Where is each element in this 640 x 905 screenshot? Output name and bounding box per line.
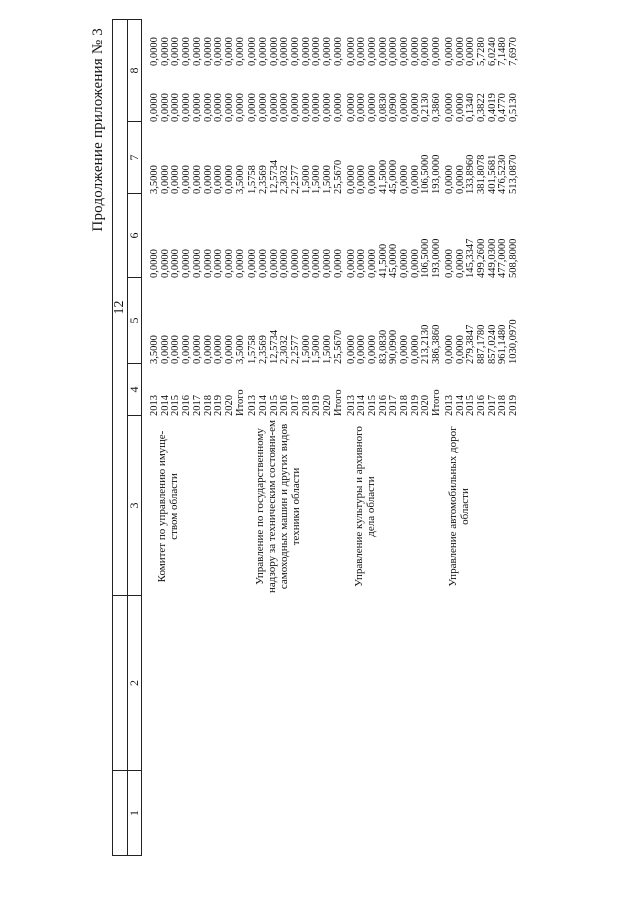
year-cell: 2014 (257, 395, 269, 416)
value-cell-5: 106,5000 (420, 238, 432, 278)
value-cell-8: 0,0000 (420, 37, 432, 66)
value-cell-7: 0,3860 (431, 93, 443, 122)
value-cell-6: 133,8960 (465, 154, 477, 194)
value-cell-5: 0,0000 (181, 249, 193, 278)
value-cell-5: 41,5000 (377, 243, 389, 278)
year-cell: 2017 (191, 395, 203, 416)
value-cell-5: 0,0000 (279, 249, 291, 278)
value-cell-5: 0,0000 (409, 249, 421, 278)
value-cell-5: 0,0000 (159, 249, 171, 278)
value-cell-4: 0,0000 (356, 335, 368, 364)
value-cell-7: 0,0000 (399, 93, 411, 122)
value-cell-6: 0,0000 (223, 165, 235, 194)
value-cell-6: 0,0000 (202, 165, 214, 194)
year-cell: 2017 (388, 395, 400, 416)
year-cell: Итого (234, 389, 246, 416)
value-cell-7: 0,0000 (454, 93, 466, 122)
year-cell: 2016 (279, 395, 291, 416)
value-cell-6: 106,5000 (420, 154, 432, 194)
value-cell-6: 0,0000 (170, 165, 182, 194)
table-row (280, 20, 291, 856)
table-row (248, 20, 259, 856)
value-cell-7: 0,0000 (409, 93, 421, 122)
table-row (347, 20, 358, 856)
value-cell-6: 513,0870 (508, 154, 520, 194)
value-cell-6: 1,5000 (311, 165, 323, 194)
table-body (150, 20, 530, 856)
column-number-4: 4 (127, 364, 142, 416)
value-cell-5: 0,0000 (268, 249, 280, 278)
value-cell-8: 0,0000 (234, 37, 246, 66)
value-cell-5: 0,0000 (366, 249, 378, 278)
table-row (259, 20, 270, 856)
value-cell-5: 449,0300 (486, 238, 498, 278)
table-row (445, 20, 456, 856)
value-cell-8: 0,0000 (399, 37, 411, 66)
year-cell: 2018 (300, 395, 312, 416)
organization-name: Управление по государственному надзору за техническим состояни-ем самоходных машин и других видов техники области (254, 419, 303, 594)
organization-name: Управление культуры и архивного дела области (352, 426, 377, 587)
value-cell-7: 0,0000 (213, 93, 225, 122)
value-cell-5: 499,2600 (475, 238, 487, 278)
value-cell-6: 41,5000 (377, 159, 389, 194)
year-cell: 2014 (356, 395, 368, 416)
value-cell-6: 3,5000 (149, 165, 160, 194)
table-row (432, 20, 443, 856)
value-cell-7: 0,0000 (170, 93, 182, 122)
table-row (193, 20, 204, 856)
value-cell-6: 1,5000 (322, 165, 334, 194)
value-cell-7: 0,0000 (247, 93, 259, 122)
value-cell-6: 0,0000 (409, 165, 421, 194)
value-cell-4: 3,5000 (149, 335, 160, 364)
table-row (368, 20, 379, 856)
year-cell: 2013 (149, 395, 160, 416)
year-cell: 2014 (159, 395, 171, 416)
value-cell-7: 0,0900 (388, 93, 400, 122)
value-cell-8: 6,0240 (486, 37, 498, 66)
value-cell-6: 2,2577 (290, 165, 302, 194)
table-row (456, 20, 467, 856)
value-cell-7: 0,0000 (202, 93, 214, 122)
value-cell-4: 0,0000 (345, 335, 357, 364)
value-cell-8: 0,0000 (322, 37, 334, 66)
value-cell-6: 1,5000 (300, 165, 312, 194)
value-cell-8: 0,0000 (300, 37, 312, 66)
value-cell-8: 0,0000 (409, 37, 421, 66)
value-cell-7: 0,0000 (322, 93, 334, 122)
value-cell-6: 45,0000 (388, 159, 400, 194)
value-cell-4: 857,0240 (486, 324, 498, 364)
value-cell-5: 0,0000 (191, 249, 203, 278)
value-cell-8: 0,0000 (356, 37, 368, 66)
value-cell-8: 0,0000 (311, 37, 323, 66)
value-cell-7: 0,3822 (475, 93, 487, 122)
column-number-3: 3 (127, 416, 142, 596)
column-header-grid (112, 19, 142, 856)
value-cell-6: 0,0000 (443, 165, 455, 194)
value-cell-8: 0,0000 (159, 37, 171, 66)
value-cell-8: 0,0000 (191, 37, 203, 66)
year-cell: 2016 (181, 395, 193, 416)
year-cell: 2017 (486, 395, 498, 416)
table-row (161, 20, 172, 856)
table-row (323, 20, 334, 856)
value-cell-5: 45,0000 (388, 243, 400, 278)
value-cell-8: 0,0000 (377, 37, 389, 66)
value-cell-8: 0,0000 (223, 37, 235, 66)
year-cell: 2014 (454, 395, 466, 416)
value-cell-6: 1,5758 (247, 165, 259, 194)
year-cell: 2015 (465, 395, 477, 416)
year-cell: 2018 (202, 395, 214, 416)
value-cell-8: 0,0000 (366, 37, 378, 66)
value-cell-6: 25,5670 (332, 159, 344, 194)
value-cell-6: 0,0000 (356, 165, 368, 194)
value-cell-8: 0,0000 (388, 37, 400, 66)
table-row (357, 20, 368, 856)
value-cell-8: 0,0000 (268, 37, 280, 66)
value-cell-4: 12,5734 (268, 329, 280, 364)
year-cell: 2013 (247, 395, 259, 416)
table-row (291, 20, 302, 856)
table-row (466, 20, 477, 856)
value-cell-8: 7,1480 (497, 37, 509, 66)
value-cell-4: 0,0000 (170, 335, 182, 364)
value-cell-5: 0,0000 (170, 249, 182, 278)
value-cell-7: 0,0000 (443, 93, 455, 122)
table-row (236, 20, 247, 856)
value-cell-4: 0,0000 (454, 335, 466, 364)
table-row (312, 20, 323, 856)
value-cell-8: 0,0000 (279, 37, 291, 66)
table-row (204, 20, 215, 856)
value-cell-6: 0,0000 (454, 165, 466, 194)
value-cell-4: 0,0000 (443, 335, 455, 364)
value-cell-4: 83,0830 (377, 329, 389, 364)
table-row (421, 20, 432, 856)
column-number-6: 6 (127, 194, 142, 278)
table-row (389, 20, 400, 856)
value-cell-4: 0,0000 (159, 335, 171, 364)
value-cell-5: 0,0000 (223, 249, 235, 278)
value-cell-4: 279,3847 (465, 324, 477, 364)
table-row (400, 20, 411, 856)
table-row (334, 20, 345, 856)
value-cell-5: 508,8000 (508, 238, 520, 278)
value-cell-7: 0,0000 (149, 93, 160, 122)
year-cell: 2018 (497, 395, 509, 416)
value-cell-6: 381,8078 (475, 154, 487, 194)
table-row (509, 20, 520, 856)
value-cell-8: 0,0000 (443, 37, 455, 66)
value-cell-7: 0,0000 (279, 93, 291, 122)
value-cell-5: 145,3347 (465, 238, 477, 278)
year-cell: 2020 (322, 395, 334, 416)
value-cell-5: 0,0000 (356, 249, 368, 278)
value-cell-6: 2,3032 (279, 165, 291, 194)
value-cell-8: 0,0000 (431, 37, 443, 66)
value-cell-4: 0,0000 (366, 335, 378, 364)
value-cell-7: 0,2130 (420, 93, 432, 122)
value-cell-4: 0,0000 (191, 335, 203, 364)
value-cell-6: 0,0000 (159, 165, 171, 194)
value-cell-4: 0,0000 (181, 335, 193, 364)
value-cell-5: 0,0000 (300, 249, 312, 278)
value-cell-8: 0,0000 (332, 37, 344, 66)
value-cell-7: 0,0000 (191, 93, 203, 122)
value-cell-7: 0,4019 (486, 93, 498, 122)
table-row (225, 20, 236, 856)
year-cell: 2016 (377, 395, 389, 416)
value-cell-5: 0,0000 (234, 249, 246, 278)
value-cell-8: 0,0000 (247, 37, 259, 66)
table-row (498, 20, 509, 856)
landscape-sheet (90, 20, 530, 856)
value-cell-7: 0,0000 (366, 93, 378, 122)
table-row (214, 20, 225, 856)
year-cell: 2019 (213, 395, 225, 416)
value-cell-4: 1,5000 (322, 335, 334, 364)
value-cell-7: 0,0000 (257, 93, 269, 122)
value-cell-4: 2,2577 (290, 335, 302, 364)
value-cell-6: 3,5000 (234, 165, 246, 194)
value-cell-7: 0,0000 (356, 93, 368, 122)
value-cell-8: 0,0000 (454, 37, 466, 66)
value-cell-7: 0,5130 (508, 93, 520, 122)
header-blank-cell (113, 596, 128, 771)
value-cell-5: 193,0000 (431, 238, 443, 278)
year-cell: 2016 (475, 395, 487, 416)
value-cell-6: 476,5230 (497, 154, 509, 194)
value-cell-4: 0,0000 (409, 335, 421, 364)
value-cell-6: 12,5734 (268, 159, 280, 194)
year-cell: Итого (431, 389, 443, 416)
value-cell-4: 0,0000 (399, 335, 411, 364)
table-row (477, 20, 488, 856)
value-cell-7: 0,0830 (377, 93, 389, 122)
value-cell-8: 0,0000 (465, 37, 477, 66)
table-row (302, 20, 313, 856)
table-row (379, 20, 390, 856)
value-cell-5: 0,0000 (202, 249, 214, 278)
value-cell-5: 0,0000 (311, 249, 323, 278)
column-number-7: 7 (127, 122, 142, 194)
value-cell-7: 0,0000 (345, 93, 357, 122)
value-cell-7: 0,1340 (465, 93, 477, 122)
value-cell-4: 0,0000 (213, 335, 225, 364)
value-cell-5: 0,0000 (290, 249, 302, 278)
value-cell-5: 477,0000 (497, 238, 509, 278)
value-cell-7: 0,0000 (300, 93, 312, 122)
year-cell: 2015 (170, 395, 182, 416)
table-row (270, 20, 281, 856)
value-cell-5: 0,0000 (257, 249, 269, 278)
value-cell-5: 0,0000 (399, 249, 411, 278)
column-number-5: 5 (127, 278, 142, 364)
value-cell-7: 0,0000 (234, 93, 246, 122)
table-row (488, 20, 499, 856)
year-cell: 2019 (311, 395, 323, 416)
value-cell-7: 0,0000 (268, 93, 280, 122)
value-cell-4: 25,5670 (332, 329, 344, 364)
year-cell: 2013 (345, 395, 357, 416)
year-cell: 2015 (366, 395, 378, 416)
year-cell: 2020 (420, 395, 432, 416)
value-cell-4: 1,5758 (247, 335, 259, 364)
year-cell: 2013 (443, 395, 455, 416)
value-cell-5: 0,0000 (213, 249, 225, 278)
value-cell-4: 1,5000 (300, 335, 312, 364)
value-cell-5: 0,0000 (345, 249, 357, 278)
value-cell-6: 193,0000 (431, 154, 443, 194)
value-cell-4: 1030,0970 (508, 319, 520, 364)
year-cell: Итого (332, 389, 344, 416)
value-cell-6: 0,0000 (345, 165, 357, 194)
value-cell-4: 213,2130 (420, 324, 432, 364)
value-cell-4: 3,5000 (234, 335, 246, 364)
year-cell: 2020 (223, 395, 235, 416)
value-cell-8: 0,0000 (170, 37, 182, 66)
value-cell-8: 0,0000 (290, 37, 302, 66)
year-cell: 2018 (399, 395, 411, 416)
value-cell-4: 0,0000 (223, 335, 235, 364)
organization-name: Комитет по управлению имуще-ством области (156, 430, 180, 583)
value-cell-4: 961,1480 (497, 324, 509, 364)
value-cell-8: 0,0000 (257, 37, 269, 66)
value-cell-8: 0,0000 (149, 37, 160, 66)
table-row (150, 20, 161, 856)
value-cell-6: 2,3569 (257, 165, 269, 194)
value-cell-5: 0,0000 (247, 249, 259, 278)
header-blank-cell (113, 771, 128, 856)
value-cell-5: 0,0000 (443, 249, 455, 278)
value-cell-7: 0,0000 (311, 93, 323, 122)
organization-name: Управление автомобильных дорог области (446, 426, 471, 587)
value-cell-6: 0,0000 (399, 165, 411, 194)
column-number-2: 2 (127, 596, 142, 771)
value-cell-5: 0,0000 (149, 249, 160, 278)
year-cell: 2015 (268, 395, 280, 416)
table-row (182, 20, 193, 856)
value-cell-7: 0,0000 (159, 93, 171, 122)
value-cell-6: 0,0000 (181, 165, 193, 194)
value-cell-6: 0,0000 (366, 165, 378, 194)
merged-header-12: 12 (113, 20, 128, 596)
value-cell-4: 1,5000 (311, 335, 323, 364)
value-cell-8: 7,6970 (508, 37, 520, 66)
column-number-1: 1 (127, 771, 142, 856)
value-cell-8: 0,0000 (213, 37, 225, 66)
value-cell-4: 887,1780 (475, 324, 487, 364)
value-cell-5: 0,0000 (332, 249, 344, 278)
value-cell-7: 0,0000 (181, 93, 193, 122)
value-cell-7: 0,0000 (290, 93, 302, 122)
year-cell: 2019 (409, 395, 421, 416)
value-cell-8: 5,7280 (475, 37, 487, 66)
value-cell-4: 386,3860 (431, 324, 443, 364)
year-cell: 2017 (290, 395, 302, 416)
value-cell-4: 0,0000 (202, 335, 214, 364)
value-cell-8: 0,0000 (181, 37, 193, 66)
value-cell-4: 2,3569 (257, 335, 269, 364)
value-cell-5: 0,0000 (322, 249, 334, 278)
table-row (411, 20, 422, 856)
value-cell-5: 0,0000 (454, 249, 466, 278)
year-cell: 2019 (508, 395, 520, 416)
value-cell-8: 0,0000 (345, 37, 357, 66)
value-cell-6: 401,5681 (486, 154, 498, 194)
value-cell-7: 0,4770 (497, 93, 509, 122)
table-row (171, 20, 182, 856)
value-cell-8: 0,0000 (202, 37, 214, 66)
value-cell-6: 0,0000 (191, 165, 203, 194)
column-number-8: 8 (127, 20, 142, 122)
value-cell-4: 90,0900 (388, 329, 400, 364)
value-cell-7: 0,0000 (223, 93, 235, 122)
value-cell-7: 0,0000 (332, 93, 344, 122)
appendix-caption: Продолжение приложения № 3 (90, 28, 106, 232)
value-cell-6: 0,0000 (213, 165, 225, 194)
value-cell-4: 2,3032 (279, 335, 291, 364)
